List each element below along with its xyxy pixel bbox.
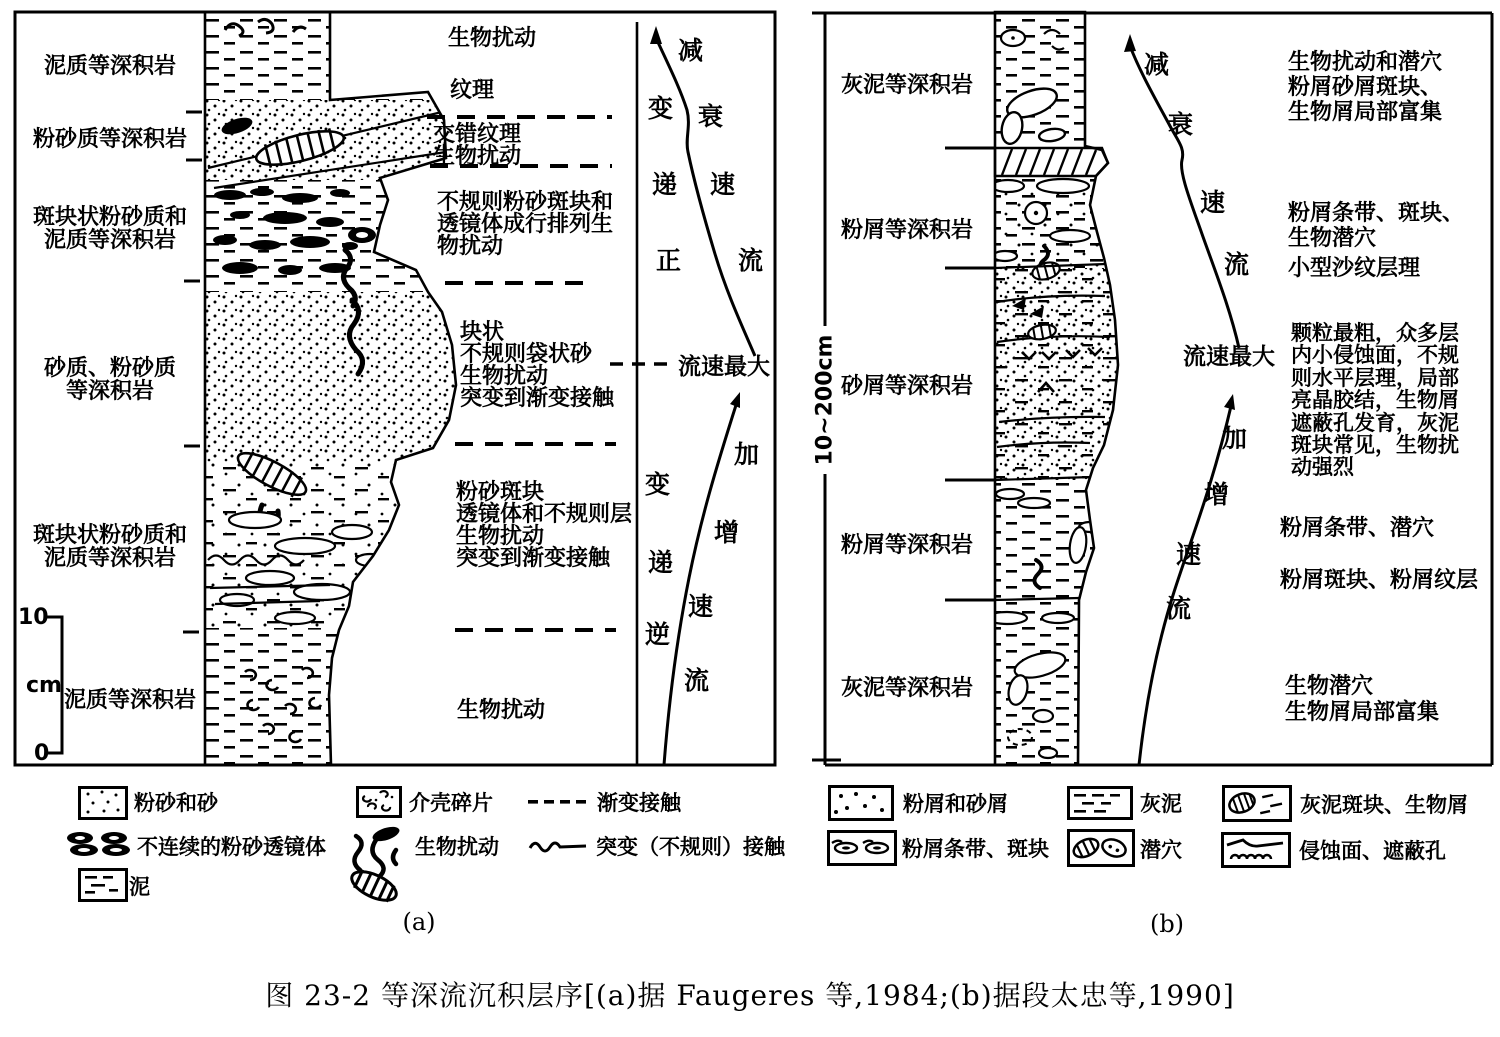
legend-item-label: 粉屑和砂屑 <box>903 792 1008 816</box>
legend-item-label: 潜穴 <box>1140 838 1182 862</box>
legend-item-label: 粉屑条带、斑块 <box>902 837 1049 861</box>
annotation-block: 不规则粉砂斑块和 透镜体成行排列生 物扰动 <box>437 190 614 259</box>
panel-b-tag: (b) <box>1149 910 1185 938</box>
layer-label: 粉屑等深积岩 <box>840 218 973 243</box>
annotation: 小型沙纹层理 <box>1288 256 1421 281</box>
layer-label: 斑块状粉砂质和 泥质等深积岩 <box>32 523 187 571</box>
layer-label: 斑块状粉砂质和 泥质等深积岩 <box>32 205 187 253</box>
legend-item-label: 侵蚀面、遮蔽孔 <box>1299 839 1446 863</box>
bioturbation-symbol <box>344 824 408 906</box>
scale-bottom-value: 0 <box>34 741 50 766</box>
velocity-char: 加 <box>734 440 760 469</box>
velocity-char: 流 <box>1224 250 1250 279</box>
annotation: 生物扰动 <box>457 698 546 723</box>
legend-item-label: 泥 <box>129 875 150 899</box>
panel-b-lithology-column <box>987 12 1125 765</box>
annotation: 生物扰动 <box>448 26 537 51</box>
annotation: 粉屑斑块、粉屑纹层 <box>1280 568 1479 593</box>
shell-fragments-swatch <box>356 786 402 818</box>
velocity-char: 速 <box>688 592 714 621</box>
legend-item-label: 灰泥 <box>1140 792 1182 816</box>
layer-label: 粉屑等深积岩 <box>840 533 973 558</box>
layer-label: 灰泥等深积岩 <box>840 676 973 701</box>
velocity-char: 流 <box>1166 594 1192 623</box>
layer-label: 砂屑等深积岩 <box>840 374 973 399</box>
lime-mud-swatch <box>1067 786 1133 820</box>
velocity-char: 速 <box>710 170 736 199</box>
scale-top-value: 10 <box>18 605 49 630</box>
sand-and-silt-swatch <box>78 786 128 820</box>
burrow-band <box>995 148 1108 176</box>
legend-item-label: 生物扰动 <box>415 835 499 859</box>
panel-a-tag: (a) <box>402 908 436 936</box>
layer-label: 泥质等深积岩 <box>43 54 176 79</box>
annotation-block: 块状 不规则袋状砂 生物扰动 突变到渐变接触 <box>460 320 615 411</box>
layer-label: 粉砂质等深积岩 <box>32 127 187 152</box>
velocity-char: 衰 <box>698 102 724 131</box>
velocity-char: 衰 <box>1168 110 1194 139</box>
velocity-char: 增 <box>714 518 740 547</box>
annotation: 粉屑条带、潜穴 <box>1280 516 1435 541</box>
panel-a-lithology-column <box>205 12 465 765</box>
velocity-char: 逆 <box>645 620 671 649</box>
panel-b-scale-label: 10~200cm <box>812 334 838 466</box>
legend-item-label: 介壳碎片 <box>409 791 493 815</box>
annotation-block: 生物扰动和潜穴 粉屑砂屑斑块、 生物屑局部富集 <box>1288 50 1443 125</box>
silt-sand-debris-swatch <box>828 785 894 821</box>
layer-label: 泥质等深积岩 <box>63 688 196 713</box>
annotation-block: 生物潜穴 生物屑局部富集 <box>1285 674 1440 725</box>
velocity-char: 增 <box>1204 480 1230 509</box>
legend-item-label: 粉砂和砂 <box>134 791 218 815</box>
annotation-block: 交错纹理 生物扰动 <box>433 122 522 169</box>
velocity-char: 速 <box>1176 540 1202 569</box>
velocity-char: 流 <box>684 666 710 695</box>
velocity-char: 变 <box>645 470 671 499</box>
annotation: 纹理 <box>450 78 495 103</box>
max-velocity-label: 流速最大 <box>1183 344 1275 370</box>
velocity-char: 递 <box>648 548 674 577</box>
annotation-block: 粉屑条带、斑块、 生物潜穴 <box>1288 201 1465 251</box>
layer-label: 灰泥等深积岩 <box>840 73 973 98</box>
max-velocity-label: 流速最大 <box>678 354 770 380</box>
panel-a-velocity-curves <box>637 22 755 765</box>
legend-item-label: 不连续的粉砂透镜体 <box>137 835 326 859</box>
limemud-clast-bioclast-swatch <box>1222 785 1292 822</box>
annotation-block: 颗粒最粗，众多层 内小侵蚀面，不规 则水平层理，局部 亮晶胶结，生物屑 遮蔽孔发育，灰泥 斑块常见，生物扰 动强烈 <box>1291 321 1459 480</box>
legend-item-label: 渐变接触 <box>597 791 681 815</box>
velocity-char: 减 <box>1144 50 1170 79</box>
layer-label: 砂质、粉砂质 等深积岩 <box>43 356 176 404</box>
gradational-contact-line <box>528 796 590 808</box>
velocity-char: 速 <box>1200 188 1226 217</box>
silt-band-patch-swatch <box>827 830 897 866</box>
velocity-char: 正 <box>656 246 682 275</box>
mud-swatch <box>78 868 128 902</box>
velocity-char: 加 <box>1222 424 1248 453</box>
silt-lenses-symbol <box>66 830 134 858</box>
sharp-contact-line <box>528 838 590 854</box>
figure-caption: 图 23-2 等深流沉积层序[(a)据 Faugeres 等,1984;(b)据段太忠等,1990] <box>265 979 1235 1012</box>
velocity-char: 流 <box>738 246 764 275</box>
velocity-char: 递 <box>652 170 678 199</box>
velocity-char: 减 <box>678 36 704 65</box>
velocity-char: 变 <box>648 94 674 123</box>
erosion-surface-swatch <box>1221 832 1291 868</box>
legend-item-label: 灰泥斑块、生物屑 <box>1300 793 1468 817</box>
burrow-swatch <box>1067 829 1135 867</box>
annotation-block: 粉砂斑块 透镜体和不规则层 生物扰动 突变到渐变接触 <box>456 480 633 571</box>
scale-unit: cm <box>26 673 62 698</box>
panel-b-velocity-curves <box>1124 34 1239 765</box>
legend-item-label: 突变（不规则）接触 <box>596 835 785 859</box>
